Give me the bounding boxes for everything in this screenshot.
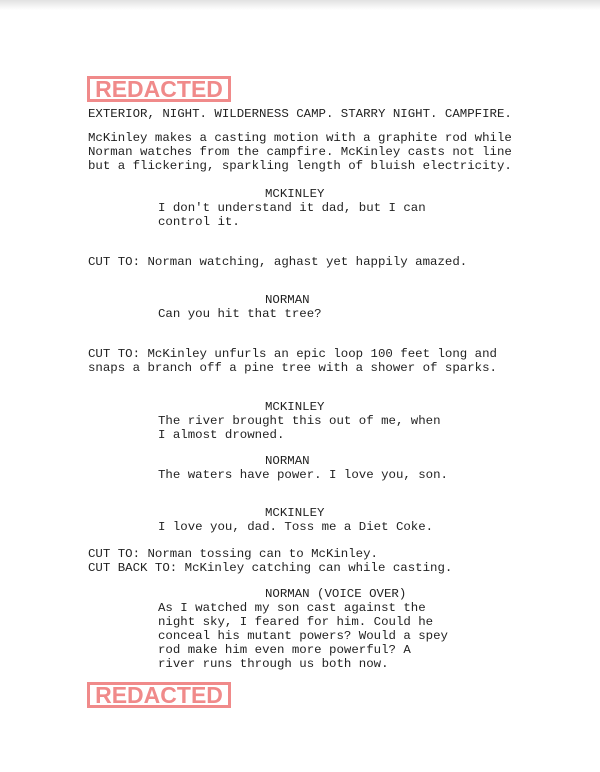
redaction-stamp-top — [87, 76, 231, 102]
dialogue-line: As I watched my son cast against the — [158, 601, 426, 615]
transition-line: CUT TO: Norman watching, aghast yet happily amazed. — [88, 255, 468, 269]
redaction-stamp-text: REDACTED — [95, 681, 223, 708]
dialogue-line: rod make him even more powerful? A — [158, 643, 411, 657]
dialogue-line: The waters have power. I love you, son. — [158, 468, 448, 482]
dialogue-line: control it. — [158, 215, 240, 229]
dialogue-line: Can you hit that tree? — [158, 307, 322, 321]
scene-heading: EXTERIOR, NIGHT. WILDERNESS CAMP. STARRY NIGHT. CAMPFIRE. — [88, 107, 512, 121]
transition-line: CUT TO: Norman tossing can to McKinley. — [88, 547, 378, 561]
dialogue-line: The river brought this out of me, when — [158, 414, 441, 428]
dialogue-line: night sky, I feared for him. Could he — [158, 615, 434, 629]
action-line: Norman watches from the campfire. McKinley casts not line — [88, 145, 512, 159]
transition-line: CUT TO: McKinley unfurls an epic loop 100 feet long and — [88, 347, 497, 361]
viewer-top-shadow — [0, 0, 600, 10]
redaction-stamp-bottom — [87, 682, 231, 708]
action-line: McKinley makes a casting motion with a graphite rod while — [88, 131, 512, 145]
transition-line: CUT BACK TO: McKinley catching can while casting. — [88, 561, 453, 575]
dialogue-line: conceal his mutant powers? Would a spey — [158, 629, 448, 643]
character-name: MCKINLEY — [265, 187, 325, 201]
character-name: NORMAN — [265, 293, 310, 307]
dialogue-line: river runs through us both now. — [158, 657, 389, 671]
dialogue-line: I don't understand it dad, but I can — [158, 201, 426, 215]
redaction-stamp-text: REDACTED — [95, 75, 223, 102]
action-line: but a flickering, sparkling length of bluish electricity. — [88, 159, 512, 173]
dialogue-line: I love you, dad. Toss me a Diet Coke. — [158, 520, 434, 534]
dialogue-line: I almost drowned. — [158, 428, 285, 442]
character-name: MCKINLEY — [265, 400, 325, 414]
character-name: NORMAN — [265, 454, 310, 468]
character-name: NORMAN (VOICE OVER) — [265, 587, 407, 601]
character-name: MCKINLEY — [265, 506, 325, 520]
transition-line: snaps a branch off a pine tree with a shower of sparks. — [88, 361, 497, 375]
